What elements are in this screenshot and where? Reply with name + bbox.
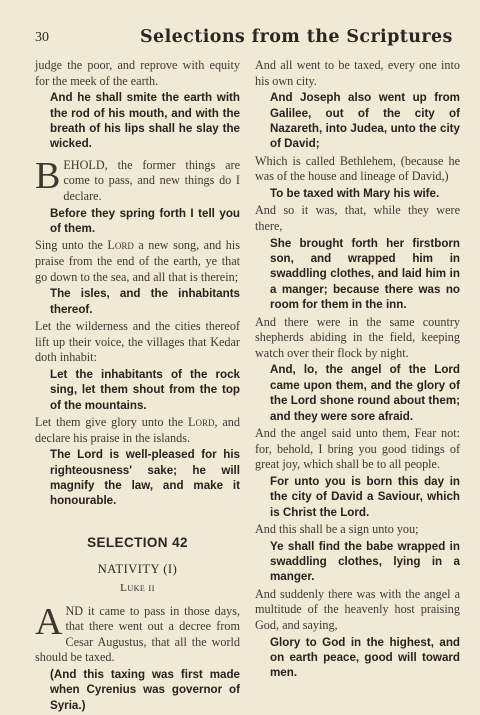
- narrative-paragraph: Let the wilderness and the cities thereof lift up their voice, the villages that Kedar doth inhabit:: [35, 319, 240, 365]
- left-column: [35, 58, 240, 715]
- text-span: Sing unto the: [35, 238, 108, 253]
- selection-heading: SELECTION 42: [87, 534, 188, 550]
- running-head: Selections from the Scriptures: [140, 27, 453, 47]
- response-paragraph: Glory to God in the highest, and on earth peace, good will toward men.: [270, 635, 460, 680]
- response-paragraph: She brought forth her firstborn son, and wrapped him in swaddling clothes, and laid him in a manger; because there was no room for them in the inn.: [270, 236, 460, 312]
- narrative-paragraph: And the angel said unto them, Fear not: for, behold, I bring you good tidings of great joy, which shall be to all people.: [255, 426, 460, 472]
- narrative-paragraph-dropcap: AND it came to pass in those days, that there went out a decree from Cesar Augustus, that all the world should be taxed.: [35, 600, 240, 665]
- narrative-paragraph: [35, 238, 240, 285]
- narrative-paragraph: [35, 415, 240, 446]
- response-paragraph: The isles, and the inhabitants thereof.: [50, 287, 240, 316]
- response-paragraph: Let the inhabitants of the rock sing, let them shout from the top of the mountains.: [50, 367, 240, 412]
- narrative-paragraph: And there were in the same country shepherds abiding in the field, keeping watch over their flock by night.: [255, 314, 460, 360]
- narrative-paragraph: Which is called Bethlehem, (because he was of the house and lineage of David,): [255, 153, 460, 184]
- text-span: a new song, and his praise from the end of the earth, ye that go down to the sea, and all that is therein;: [35, 238, 240, 284]
- response-paragraph: Ye shall find the babe wrapped in swaddling clothes, lying in a manger.: [270, 539, 460, 584]
- right-column: [255, 58, 460, 683]
- response-paragraph: The Lord is well-pleased for his righteousness' sake; he will magnify the law, and make it honourable.: [50, 448, 240, 508]
- response-paragraph: And Joseph also went up from Galilee, out of the city of Nazareth, into Judea, unto the city of David;: [270, 91, 460, 151]
- response-paragraph: And he shall smite the earth with the rod of his mouth, and with the breath of his lips shall he slay the wicked.: [50, 91, 240, 151]
- response-paragraph: (And this taxing was first made when Cyrenius was governor of Syria.): [50, 667, 240, 712]
- selection-source: Luke ii: [120, 582, 155, 594]
- text-span: , and declare his praise in the islands.: [35, 415, 240, 445]
- response-paragraph: For unto you is born this day in the city of David a Saviour, which is Christ the Lord.: [270, 474, 460, 519]
- response-paragraph: And, lo, the angel of the Lord came upon them, and the glory of the Lord shone round about them; and they were sore afraid.: [270, 363, 460, 423]
- narrative-paragraph: And all went to be taxed, every one into his own city.: [255, 58, 460, 88]
- narrative-paragraph: And suddenly there was with the angel a multitude of the heavenly host praising God, and saying,: [255, 586, 460, 633]
- response-paragraph: To be taxed with Mary his wife.: [270, 187, 440, 200]
- selection-title: NATIVITY (I): [97, 562, 178, 577]
- narrative-paragraph-dropcap: BEHOLD, the former things are come to pass, and new things do I declare.: [35, 154, 240, 203]
- response-paragraph: Before they spring forth I tell you of them.: [50, 206, 240, 235]
- narrative-paragraph: judge the poor, and reprove with equity for the meek of the earth.: [35, 58, 240, 88]
- lord-small-caps: Lord: [188, 415, 215, 429]
- text-span: Let them give glory unto the: [35, 415, 189, 429]
- page-number: 30: [35, 30, 49, 45]
- narrative-paragraph: And so it was, that, while they were there,: [255, 203, 460, 233]
- lord-small-caps: Lord: [107, 238, 134, 253]
- narrative-paragraph: And this shall be a sign unto you;: [255, 522, 419, 537]
